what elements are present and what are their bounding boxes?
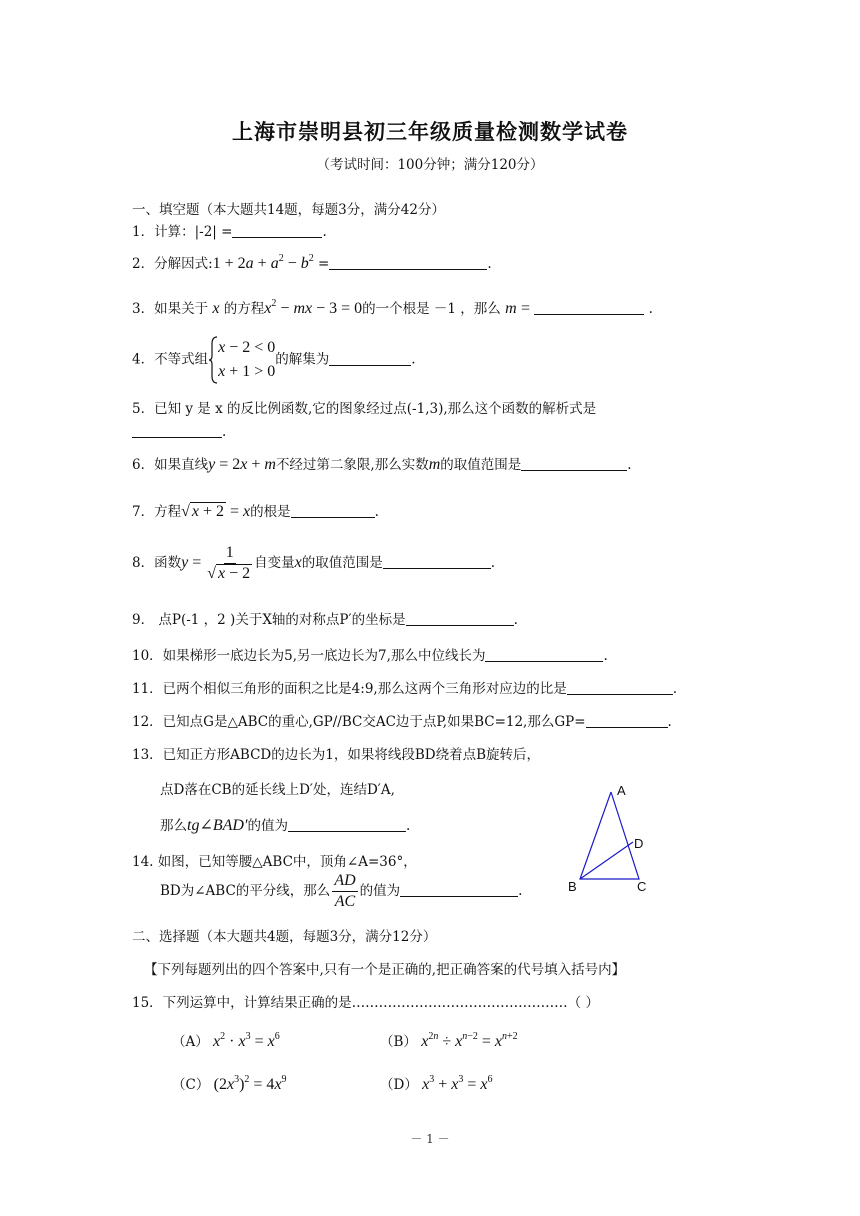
- option-c: （C） $(2x^3)^2 = 4x^9$: [172, 1074, 287, 1093]
- question-7: 7．方程√ x + 2 = x的根是 .: [132, 503, 379, 520]
- question-8: 8．函数y = $\frac{1}{√ x - 2}$ 自变量x的取值范围是 .: [132, 544, 496, 582]
- label-a: A: [617, 783, 626, 798]
- question-6: 6．如果直线y = 2x + m不经过第二象限,那么实数m的取值范围是 .: [132, 456, 632, 473]
- question-13-line2: 点D落在CB的延长线上D′处，连结D′A,: [160, 782, 395, 798]
- instruction: 【下列每题列出的四个答案中,只有一个是正确的,把正确答案的代号填入括号内】: [144, 962, 626, 978]
- label-b: B: [568, 879, 577, 894]
- question-13-line3: 那么tg∠BAD′的值为 .: [160, 817, 411, 834]
- question-5: 5．已知 y 是 x 的反比例函数,它的图象经过点(-1,3),那么这个函数的解析式是: [132, 401, 597, 417]
- label-d: D: [634, 836, 644, 851]
- question-11: 11．已两个相似三角形的面积之比是4:9,那么这两个三角形对应边的比是 .: [132, 681, 677, 697]
- option-a: （A） $x^2 \cdot x^3 = x^6$: [172, 1031, 280, 1050]
- triangle-abc: [580, 792, 639, 879]
- question-14-line1: 14. 如图，已知等腰△ABC中，顶角∠A=36°，: [132, 854, 417, 870]
- bisector-bd: [580, 842, 633, 879]
- isosceles-triangle-figure: [560, 778, 660, 898]
- question-15: 15．下列运算中，计算结果正确的是…………………………………………（ ）: [132, 995, 599, 1011]
- exam-info: （考试时间：100分钟；满分120分）: [316, 157, 544, 173]
- question-3: 3．如果关于 x 的方程$x^2$ − mx − 3 = 0的一个根是 －1 ，那么 m = .: [132, 298, 653, 317]
- question-13-line1: 13．已知正方形ABCD的边长为1，如果将线段BD绕着点B旋转后，: [132, 747, 541, 763]
- section-fill-in: 一、填空题（本大题共14题，每题3分，满分42分）: [132, 202, 445, 218]
- question-1: 1．计算：|-2| = .: [132, 224, 327, 240]
- option-d: （D） $x^3 + x^3 = x^6$: [380, 1074, 493, 1093]
- question-12: 12．已知点G是△ABC的重心,GP//BC交AC边于点P,如果BC=12,那么GP= .: [132, 714, 672, 730]
- question-4: 4．不等式组 x − 2 < 0 x + 1 > 0 的解集为 .: [132, 336, 416, 384]
- question-14-line2: BD为∠ABC的平分线，那么 $\frac{AD}{AC}$ 的值为 .: [160, 872, 523, 910]
- question-10: 10．如果梯形一底边长为5,另一底边长为7,那么中位线长为 .: [132, 648, 608, 664]
- question-9: 9． 点P(-1 ，2 )关于X轴的对称点P′的坐标是 .: [132, 612, 518, 628]
- question-2: 2．分解因式:1 + $2a + a^2 - b^2$ = .: [132, 253, 492, 272]
- page-number: － 1 －: [410, 1132, 450, 1146]
- section-multiple-choice: 二、选择题（本大题共4题，每题3分，满分12分）: [132, 929, 437, 945]
- page-title: 上海市崇明县初三年级质量检测数学试卷: [232, 119, 628, 144]
- label-c: C: [637, 879, 647, 894]
- option-b: （B） $x^{2n} \div x^{n-2} = x^{n+2}$: [380, 1031, 518, 1050]
- question-5-blank: .: [132, 424, 226, 440]
